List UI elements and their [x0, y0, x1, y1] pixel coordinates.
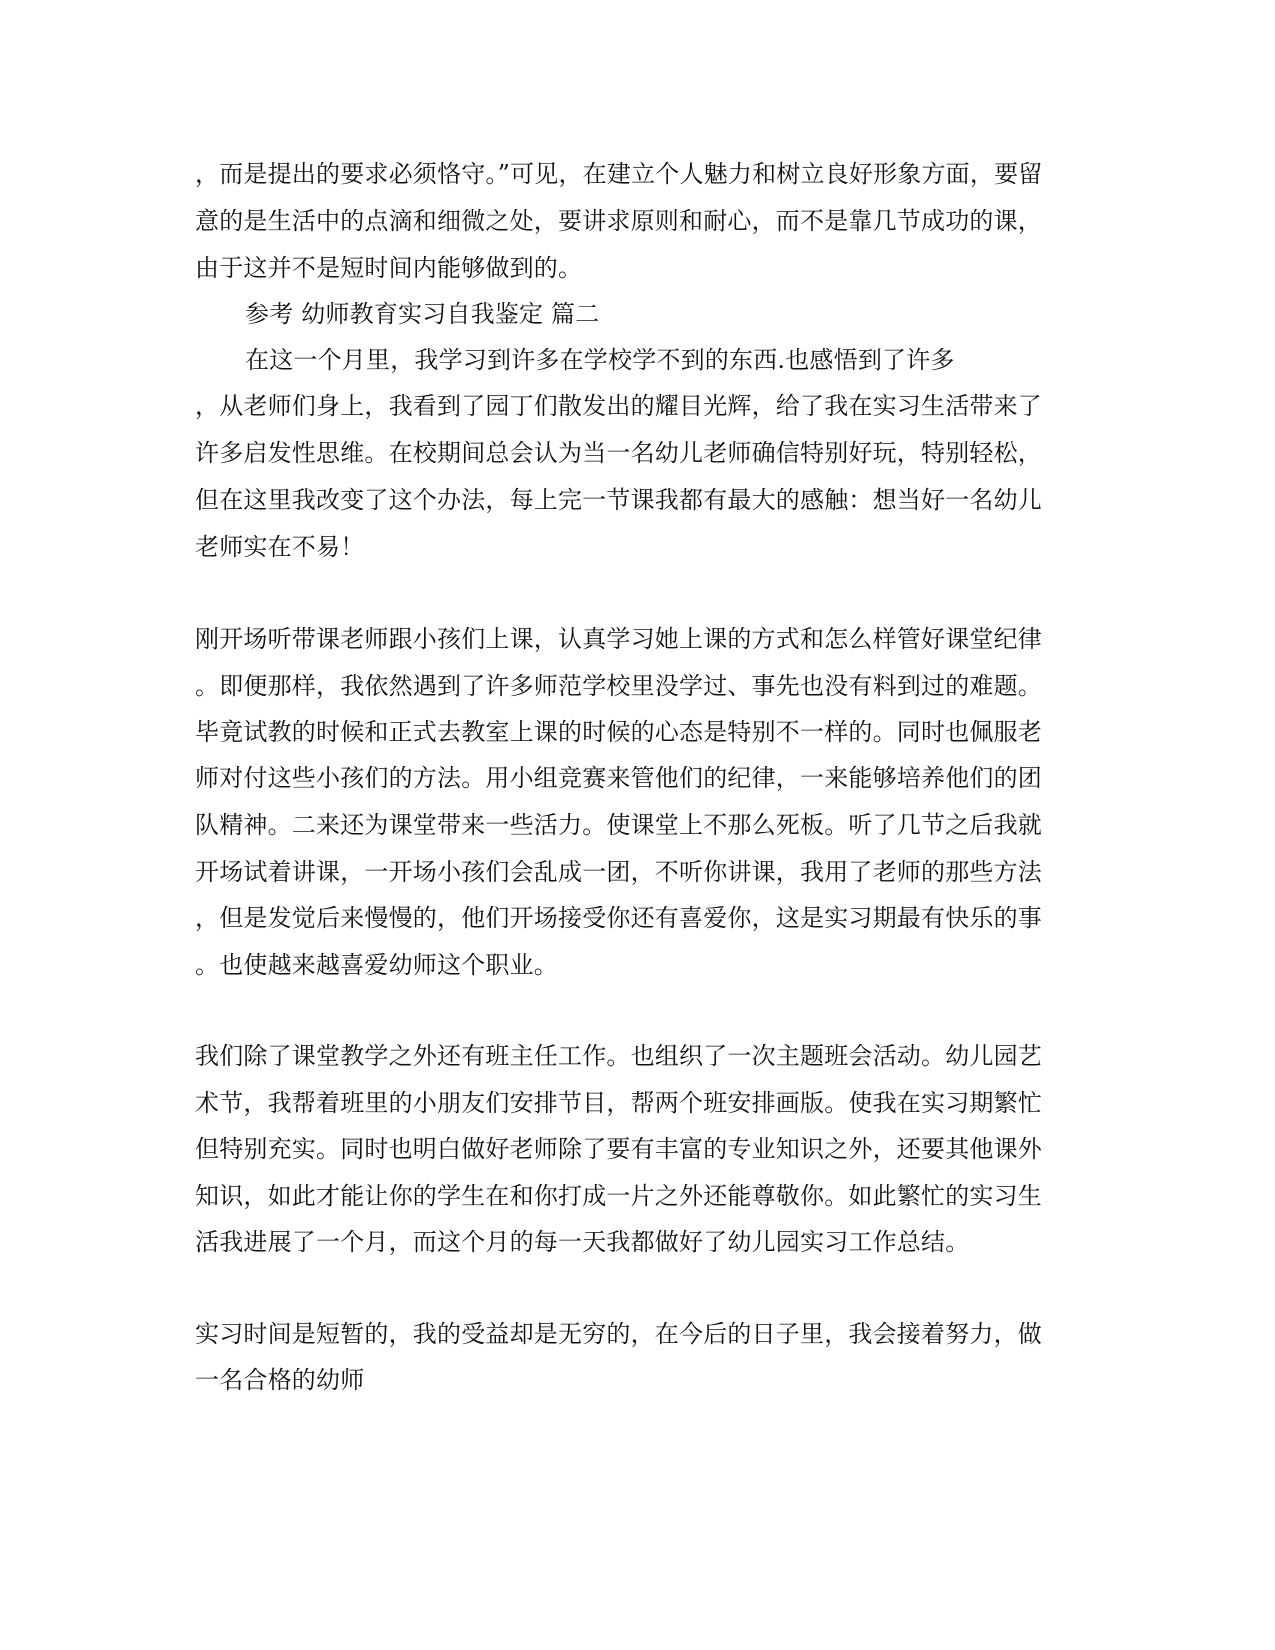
text-line: ，但是发觉后来慢慢的，他们开场接受你还有喜爱你，这是实习期最有快乐的事	[195, 904, 1042, 932]
text-line: 刚开场听带课老师跟小孩们上课，认真学习她上课的方式和怎么样管好课堂纪律	[195, 625, 1042, 653]
text-line: ，而是提出的要求必须恪守。”可见，在建立个人魅力和树立良好形象方面，要留	[195, 160, 1043, 188]
text-line: 队精神。二来还为课堂带来一些活力。使课堂上不那么死板。听了几节之后我就	[195, 811, 1042, 839]
text-line: 师对付这些小孩们的方法。用小组竞赛来管他们的纪律，一来能够培养他们的团	[195, 764, 1042, 792]
text-line: 开场试着讲课，一开场小孩们会乱成一团，不听你讲课，我用了老师的那些方法	[195, 858, 1042, 886]
text-line: 活我进展了一个月，而这个月的每一天我都做好了幼儿园实习工作总结。	[195, 1228, 970, 1256]
text-line: 。也使越来越喜爱幼师这个职业。	[195, 951, 558, 979]
text-line: 由于这并不是短时间内能够做到的。	[195, 254, 583, 282]
text-line: 。即便那样，我依然遇到了许多师范学校里没学过、事先也没有料到过的难题。	[195, 672, 1042, 700]
text-line: 知识，如此才能让你的学生在和你打成一片之外还能尊敬你。如此繁忙的实习生	[195, 1182, 1042, 1210]
text-line: 但特别充实。同时也明白做好老师除了要有丰富的专业知识之外，还要其他课外	[195, 1135, 1042, 1163]
text-line: 在这一个月里，我学习到许多在学校学不到的东西.也感悟到了许多	[245, 346, 955, 374]
text-line: 我们除了课堂教学之外还有班主任工作。也组织了一次主题班会活动。幼儿园艺	[195, 1042, 1042, 1070]
text-line: 一名合格的幼师	[195, 1366, 365, 1394]
text-line: 毕竟试教的时候和正式去教室上课的时候的心态是特别不一样的。同时也佩服老	[195, 718, 1042, 746]
text-line: 术节，我帮着班里的小朋友们安排节目，帮两个班安排画版。使我在实习期繁忙	[195, 1089, 1042, 1117]
text-line: 意的是生活中的点滴和细微之处，要讲求原则和耐心，而不是靠几节成功的课，	[195, 207, 1042, 235]
text-line: ，从老师们身上，我看到了园丁们散发出的耀目光辉，给了我在实习生活带来了	[195, 392, 1042, 420]
section-heading: 参考 幼师教育实习自我鉴定 篇二	[245, 300, 600, 328]
text-line: 但在这里我改变了这个办法，每上完一节课我都有最大的感触：想当好一名幼儿	[195, 486, 1042, 514]
text-line: 许多启发性思维。在校期间总会认为当一名幼儿老师确信特别好玩，特别轻松，	[195, 439, 1042, 467]
text-line: 老师实在不易！	[195, 533, 365, 561]
text-line: 实习时间是短暂的，我的受益却是无穷的，在今后的日子里，我会接着努力，做	[195, 1320, 1042, 1348]
